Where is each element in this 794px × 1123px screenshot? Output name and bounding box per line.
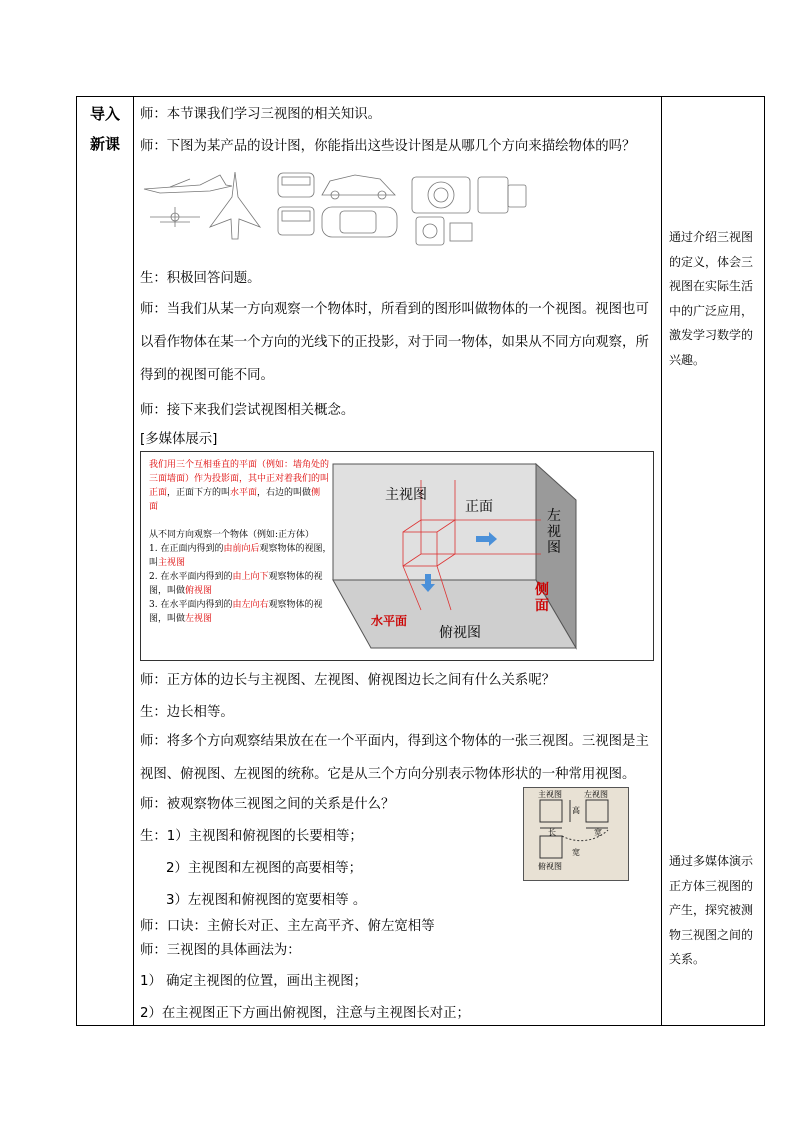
label-top-view: 俯视图 — [439, 625, 481, 641]
text-line: 师：下图为某产品的设计图，你能指出这些设计图是从哪几个方向来描绘物体的吗？ — [140, 139, 636, 154]
small-label-left: 左视图 — [584, 790, 608, 799]
diagram-step: 3. 在水平面内得到的由左向右观察物体的视图，叫做左视图 — [149, 600, 323, 624]
teaching-note: 通过多媒体演示正方体三视图的产生，探究被测物三视图之间的关系。 — [669, 854, 754, 966]
label-main-view: 主视图 — [385, 487, 427, 503]
text-line: 师：本节课我们学习三视图的相关知识。 — [140, 107, 382, 122]
text-line: 师：被观察物体三视图之间的关系是什么？ — [140, 797, 395, 812]
text-line: 生：积极回答问题。 — [140, 271, 261, 286]
text-line: 师：三视图的具体画法为： — [140, 943, 301, 958]
lesson-content — [134, 97, 661, 1025]
diagram-step: 从不同方向观察一个物体（例如:正方体） — [149, 530, 315, 540]
lesson-table — [76, 96, 765, 1026]
airplane-drawing — [140, 167, 655, 247]
text-line: 1） 确定主视图的位置，画出主视图； — [140, 974, 368, 989]
small-label-wide: 宽 — [594, 828, 602, 837]
diagram-intro: 我们用三个互相垂直的平面（例如：墙角处的三面墙面）作为投影面，其中正对着我们的叫正面，正面下方的叫水平面，右边的叫做侧面 — [149, 460, 330, 512]
small-label-long: 长 — [548, 828, 556, 837]
small-label-wide: 宽 — [572, 848, 580, 857]
text-line: 2）在主视图正下方画出俯视图，注意与主视图长对正； — [140, 1006, 470, 1021]
three-view-diagram — [140, 451, 654, 661]
text-line: 师：接下来我们尝试视图相关概念。 — [140, 403, 355, 418]
text-line: 师：正方体的边长与主视图、左视图、俯视图边长之间有什么关系呢？ — [140, 673, 556, 688]
label-horizontal: 水平面 — [371, 614, 408, 628]
diagram-step: 1. 在正面内得到的由前向后观察物体的视图，叫主视图 — [149, 544, 332, 568]
label-side: 侧面 — [535, 582, 549, 614]
teaching-note: 通过介绍三视图的定义，体会三视图在实际生活中的广泛应用，激发学习数学的兴趣。 — [669, 230, 754, 367]
section-label — [77, 97, 133, 159]
small-label-main: 主视图 — [538, 790, 562, 799]
text-line: 生：边长相等。 — [140, 705, 234, 720]
design-drawings — [140, 167, 655, 247]
section-label-line: 新课 — [89, 135, 120, 153]
diagram-step: 2. 在水平面内得到的由上向下观察物体的视图，叫做俯视图 — [149, 572, 323, 596]
section-label-line: 导入 — [89, 105, 120, 123]
text-line: 师：口诀：主俯长对正、主左高平齐、俯左宽相等 — [140, 919, 435, 934]
diagram-steps — [149, 528, 334, 626]
text-paragraph: 师：将多个方向观察结果放在在一个平面内，得到这个物体的一张三视图。三视图是主视图、俯视图、左视图的统称。它是从三个方向分别表示物体形状的一种常用视图。 — [140, 734, 649, 782]
text-line: 2）主视图和左视图的高要相等； — [166, 861, 362, 876]
label-front: 正面 — [465, 499, 493, 515]
text-line: 3）左视图和俯视图的宽要相等 。 — [166, 893, 367, 908]
text-line: [多媒体展示] — [140, 432, 218, 447]
small-label-top: 俯视图 — [538, 862, 562, 871]
three-view-relation-diagram — [523, 787, 629, 881]
text-line: 生：1）主视图和俯视图的长要相等； — [140, 829, 363, 844]
small-label-high: 高 — [572, 806, 580, 815]
label-left-view: 左视图 — [547, 508, 561, 556]
text-paragraph: 师：当我们从某一方向观察一个物体时，所看到的图形叫做物体的一个视图。视图也可以看作物体在某一个方向的光线下的正投影，对于同一物体，如果从不同方向观察，所得到的视图可能不同。 — [140, 302, 649, 383]
